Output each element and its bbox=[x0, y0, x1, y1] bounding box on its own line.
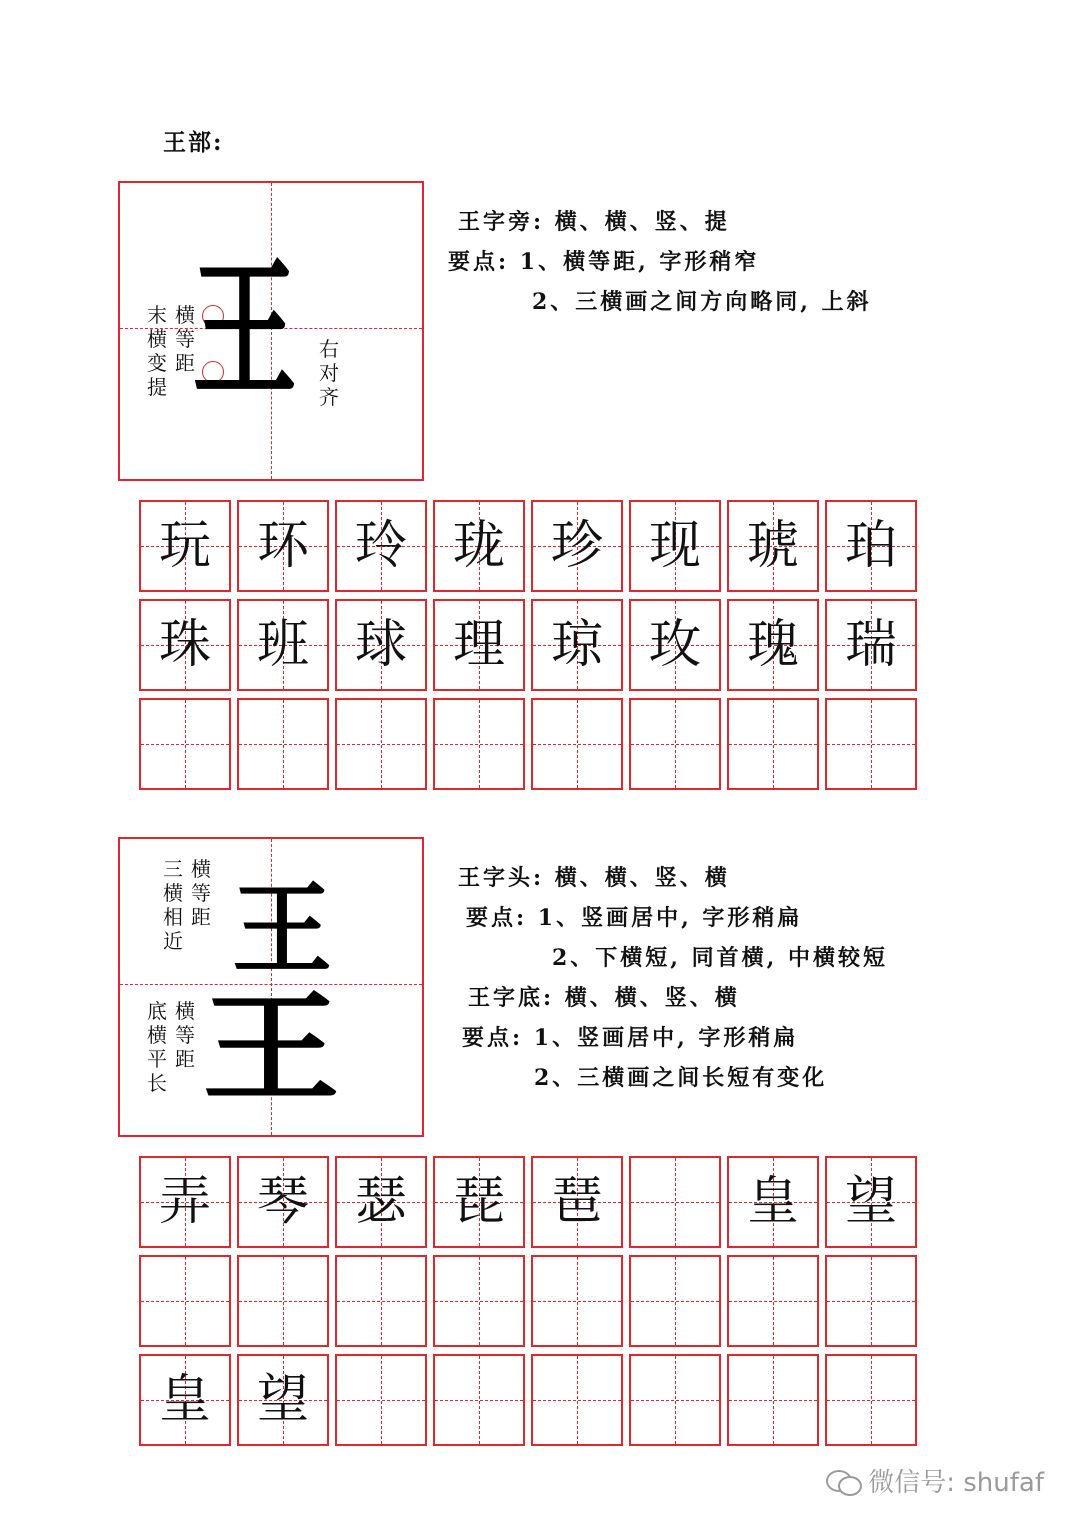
note-char: 三 bbox=[163, 857, 183, 881]
grid-row bbox=[139, 599, 921, 691]
practice-character: 望 bbox=[844, 1172, 897, 1232]
note-line: 2、三横画之间长短有变化 bbox=[534, 1065, 828, 1091]
note-char: 变 bbox=[147, 351, 167, 375]
note-char: 等 bbox=[175, 327, 195, 351]
practice-cell bbox=[237, 1255, 329, 1347]
practice-character: 珀 bbox=[844, 516, 897, 576]
note-line: 王字头: 横、横、竖、横 bbox=[458, 865, 730, 891]
note-char: 末 bbox=[147, 303, 167, 327]
practice-cell bbox=[629, 1156, 721, 1248]
practice-cell bbox=[433, 1156, 525, 1248]
grid-row bbox=[139, 1255, 921, 1347]
note-line: 要点: 1、竖画居中, 字形稍扁 bbox=[466, 905, 803, 931]
note-char: 距 bbox=[175, 351, 195, 375]
practice-character: 琶 bbox=[550, 1172, 603, 1232]
grid-row bbox=[139, 1354, 921, 1446]
practice-grid-1 bbox=[139, 500, 921, 797]
practice-cell bbox=[433, 599, 525, 691]
practice-cell bbox=[335, 698, 427, 790]
note-right-align bbox=[318, 337, 340, 409]
practice-cell bbox=[139, 1255, 231, 1347]
wechat-icon bbox=[826, 1468, 860, 1494]
practice-cell bbox=[629, 1255, 721, 1347]
note-char: 横 bbox=[147, 327, 167, 351]
demo-character-top: 王 bbox=[232, 870, 332, 988]
practice-cell bbox=[139, 500, 231, 592]
note-char: 横 bbox=[147, 1023, 167, 1047]
note-char: 长 bbox=[147, 1071, 167, 1095]
practice-cell bbox=[531, 599, 623, 691]
practice-cell bbox=[629, 1354, 721, 1446]
practice-cell bbox=[335, 1255, 427, 1347]
practice-cell bbox=[237, 698, 329, 790]
watermark bbox=[826, 1462, 1044, 1499]
grid-row bbox=[139, 1156, 921, 1248]
practice-cell bbox=[139, 1354, 231, 1446]
practice-cell bbox=[531, 1255, 623, 1347]
note-char: 等 bbox=[191, 881, 211, 905]
note-char: 横 bbox=[175, 303, 195, 327]
practice-cell bbox=[335, 1156, 427, 1248]
practice-character: 琴 bbox=[256, 1172, 309, 1232]
note-char: 横 bbox=[191, 857, 211, 881]
practice-cell bbox=[237, 599, 329, 691]
note-char: 右 bbox=[319, 337, 339, 361]
practice-cell bbox=[825, 500, 917, 592]
practice-cell bbox=[825, 1354, 917, 1446]
practice-cell bbox=[825, 698, 917, 790]
note-char: 距 bbox=[175, 1047, 195, 1071]
practice-character: 弄 bbox=[158, 1172, 211, 1232]
practice-cell bbox=[727, 1156, 819, 1248]
practice-cell bbox=[531, 1156, 623, 1248]
practice-character: 瑟 bbox=[354, 1172, 407, 1232]
practice-character: 皇 bbox=[158, 1370, 211, 1430]
practice-cell bbox=[825, 599, 917, 691]
practice-character: 望 bbox=[256, 1370, 309, 1430]
note-equal-spacing bbox=[174, 999, 196, 1071]
demo-box-top-bottom-radical bbox=[118, 837, 424, 1137]
note-char: 齐 bbox=[319, 385, 339, 409]
practice-character: 琥 bbox=[746, 516, 799, 576]
practice-cell bbox=[139, 1156, 231, 1248]
practice-character: 皇 bbox=[746, 1172, 799, 1232]
note-char: 横 bbox=[175, 999, 195, 1023]
note-char: 对 bbox=[319, 361, 339, 385]
practice-cell bbox=[531, 500, 623, 592]
note-char: 平 bbox=[147, 1047, 167, 1071]
practice-cell bbox=[629, 698, 721, 790]
practice-cell bbox=[727, 698, 819, 790]
practice-cell bbox=[237, 1156, 329, 1248]
demo-character: 王 bbox=[192, 242, 298, 418]
practice-cell bbox=[335, 599, 427, 691]
note-char: 近 bbox=[163, 929, 183, 953]
note-char: 提 bbox=[147, 375, 167, 399]
practice-character: 珠 bbox=[158, 615, 211, 675]
practice-cell bbox=[237, 500, 329, 592]
note-line: 要点: 1、横等距, 字形稍窄 bbox=[448, 249, 760, 275]
practice-cell bbox=[335, 1354, 427, 1446]
practice-cell bbox=[825, 1156, 917, 1248]
practice-character: 琼 bbox=[550, 615, 603, 675]
note-char: 相 bbox=[163, 905, 183, 929]
practice-cell bbox=[433, 500, 525, 592]
practice-character: 珑 bbox=[452, 516, 505, 576]
practice-character: 玫 bbox=[648, 615, 701, 675]
practice-cell bbox=[335, 500, 427, 592]
note-bottom-stroke-long bbox=[146, 999, 168, 1095]
note-line: 王字底: 横、横、竖、横 bbox=[468, 985, 740, 1011]
practice-character: 玩 bbox=[158, 516, 211, 576]
practice-character: 球 bbox=[354, 615, 407, 675]
practice-grid-2 bbox=[139, 1156, 921, 1453]
demo-box-side-radical bbox=[118, 181, 424, 481]
section-heading: 王部: bbox=[163, 129, 224, 156]
note-equal-spacing bbox=[190, 857, 212, 929]
note-line: 2、三横画之间方向略同, 上斜 bbox=[532, 289, 872, 315]
practice-cell bbox=[629, 500, 721, 592]
grid-row bbox=[139, 698, 921, 790]
practice-character: 琵 bbox=[452, 1172, 505, 1232]
note-last-stroke-lift bbox=[146, 303, 168, 399]
demo-character-bottom: 王 bbox=[202, 978, 340, 1119]
practice-cell bbox=[727, 500, 819, 592]
practice-character: 环 bbox=[256, 516, 309, 576]
practice-character: 瑰 bbox=[746, 615, 799, 675]
practice-character: 理 bbox=[452, 615, 505, 675]
grid-row bbox=[139, 500, 921, 592]
practice-cell bbox=[139, 698, 231, 790]
note-line: 要点: 1、竖画居中, 字形稍扁 bbox=[462, 1025, 799, 1051]
practice-cell bbox=[139, 599, 231, 691]
note-char: 距 bbox=[191, 905, 211, 929]
note-line: 王字旁: 横、横、竖、提 bbox=[458, 209, 730, 235]
practice-character: 珍 bbox=[550, 516, 603, 576]
practice-cell bbox=[629, 599, 721, 691]
note-char: 底 bbox=[147, 999, 167, 1023]
practice-cell bbox=[727, 1255, 819, 1347]
note-line: 2、下横短, 同首横, 中横较短 bbox=[552, 945, 888, 971]
practice-cell bbox=[727, 1354, 819, 1446]
practice-character: 玲 bbox=[354, 516, 407, 576]
note-char: 等 bbox=[175, 1023, 195, 1047]
practice-cell bbox=[825, 1255, 917, 1347]
practice-cell bbox=[433, 698, 525, 790]
practice-character: 班 bbox=[256, 615, 309, 675]
practice-cell bbox=[433, 1255, 525, 1347]
practice-cell bbox=[727, 599, 819, 691]
watermark-text: 微信号: shufaf bbox=[868, 1468, 1044, 1498]
practice-cell bbox=[237, 1354, 329, 1446]
practice-cell bbox=[531, 1354, 623, 1446]
practice-cell bbox=[531, 698, 623, 790]
practice-character: 瑞 bbox=[844, 615, 897, 675]
note-char: 横 bbox=[163, 881, 183, 905]
practice-cell bbox=[433, 1354, 525, 1446]
practice-character: 现 bbox=[648, 516, 701, 576]
note-three-strokes-close bbox=[162, 857, 184, 953]
